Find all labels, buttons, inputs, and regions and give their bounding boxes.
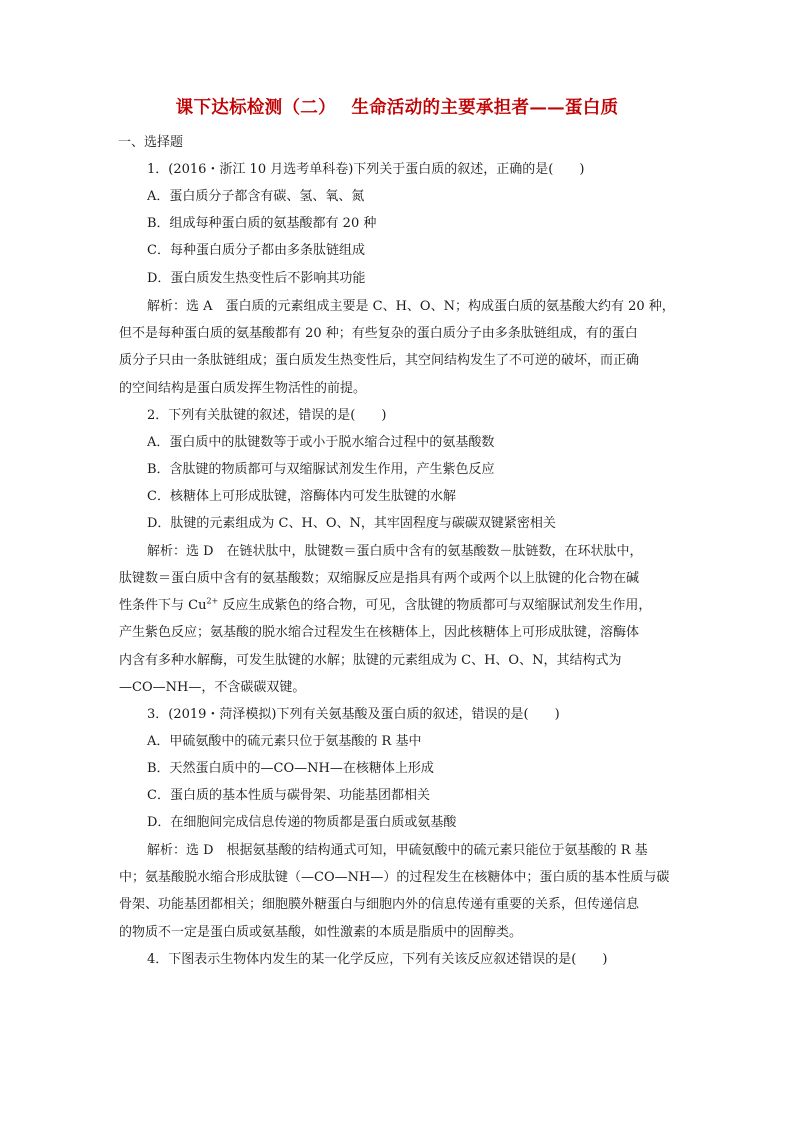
question-3-analysis-line: 的物质不一定是蛋白质或氨基酸，如性激素的本质是脂质中的固醇类。 (119, 925, 523, 940)
question-1-stem: 1．(2016・浙江 10 月选考单科卷)下列关于蛋白质的叙述，正确的是( ) (147, 162, 585, 177)
question-1-option-d: D．蛋白质发生热变性后不影响其功能 (147, 271, 366, 286)
section-heading: 一、选择题 (118, 135, 184, 150)
page-title: 课下达标检测（二） 生命活动的主要承担者——蛋白质 (175, 98, 619, 118)
question-1-option-a: A．蛋白质分子都含有碳、氢、氧、氮 (147, 189, 365, 204)
question-1-option-c: C．每种蛋白质分子都由多条肽链组成 (147, 243, 365, 258)
question-3-stem: 3．(2019・菏泽模拟)下列有关氨基酸及蛋白质的叙述，错误的是( ) (147, 707, 560, 722)
question-4-stem: 4．下图表示生物体内发生的某一化学反应，下列有关该反应叙述错误的是( ) (147, 952, 608, 967)
question-1-analysis-line: 的空间结构是蛋白质发挥生物活性的前提。 (119, 381, 367, 396)
question-1-analysis-line: 但不是每种蛋白质的氨基酸都有 20 种；有些复杂的蛋白质分子由多条肽链组成，有的蛋白 (119, 326, 638, 341)
question-2-analysis-line (119, 597, 651, 615)
question-2-option-a: A．蛋白质中的肽键数等于或小于脱水缩合过程中的氨基酸数 (147, 435, 495, 450)
question-2-option-d: D．肽键的元素组成为 C、H、O、N，其牢固程度与碳碳双键紧密相关 (147, 516, 556, 531)
question-2-analysis-line: —CO—NH—，不含碳碳双键。 (119, 680, 306, 695)
question-2-analysis-line: 内含有多种水解酶，可发生肽键的水解；肽键的元素组成为 C、H、O、N，其结构式为 (119, 653, 622, 668)
question-2-option-c: C．核糖体上可形成肽键，溶酶体内可发生肽键的水解 (147, 489, 456, 504)
question-1-analysis-line: 解析：选 A 蛋白质的元素组成主要是 C、H、O、N；构成蛋白质的氨基酸大约有 20 种， (147, 299, 675, 314)
question-2-stem: 2．下列有关肽键的叙述，错误的是( ) (147, 408, 387, 423)
question-3-analysis-line: 骨架、功能基团都相关；细胞膜外糖蛋白与细胞内外的信息传递有重要的关系，但传递信息 (119, 897, 640, 912)
question-3-option-a: A．甲硫氨酸中的硫元素只位于氨基酸的 R 基中 (147, 734, 422, 749)
analysis-text: 反应生成紫色的络合物，可见，含肽键的物质都可与双缩脲试剂发生作用， (218, 598, 652, 613)
question-3-analysis-line: 中；氨基酸脱水缩合形成肽键（—CO—NH—）的过程发生在核糖体中；蛋白质的基本性质与碳 (119, 870, 670, 885)
charge-superscript: 2+ (206, 596, 219, 606)
question-3-option-b: B．天然蛋白质中的—CO—NH—在核糖体上形成 (147, 761, 434, 776)
question-2-analysis-line: 肽键数＝蛋白质中含有的氨基酸数；双缩脲反应是指具有两个或两个以上肽键的化合物在碱 (119, 571, 640, 586)
question-1-analysis-line: 质分子只由一条肽链组成；蛋白质发生热变性后，其空间结构发生了不可逆的破坏，而正确 (119, 353, 640, 368)
analysis-text: 性条件下与 Cu (119, 598, 207, 613)
question-3-analysis-line: 解析：选 D 根据氨基酸的结构通式可知，甲硫氨酸中的硫元素只能位于氨基酸的 R 基 (147, 843, 648, 858)
question-3-option-d: D．在细胞间完成信息传递的物质都是蛋白质或氨基酸 (147, 815, 457, 830)
question-2-analysis-line: 解析：选 D 在链状肽中，肽键数＝蛋白质中含有的氨基酸数－肽链数，在环状肽中， (147, 544, 643, 559)
question-2-analysis-line: 产生紫色反应；氨基酸的脱水缩合过程发生在核糖体上，因此核糖体上可形成肽键，溶酶体 (119, 625, 640, 640)
question-2-option-b: B．含肽键的物质都可与双缩脲试剂发生作用，产生紫色反应 (147, 462, 495, 477)
question-3-option-c: C．蛋白质的基本性质与碳骨架、功能基团都相关 (147, 788, 430, 803)
question-1-option-b: B．组成每种蛋白质的氨基酸都有 20 种 (147, 216, 377, 231)
